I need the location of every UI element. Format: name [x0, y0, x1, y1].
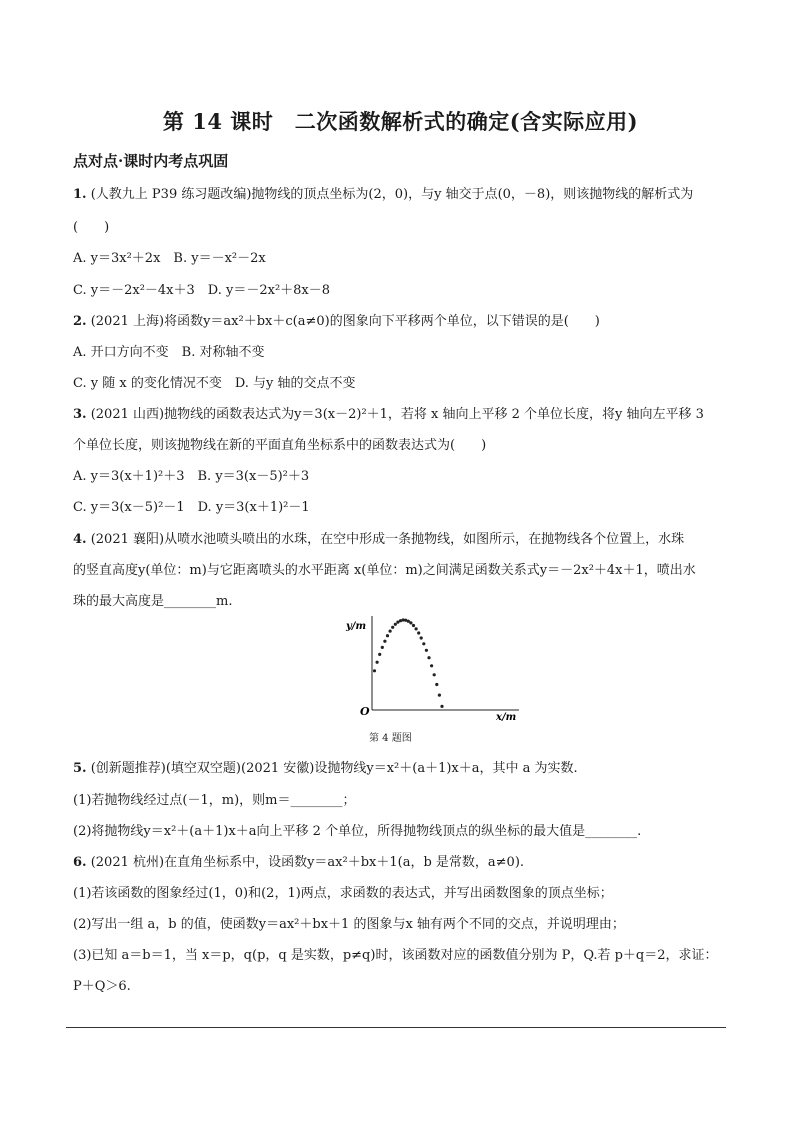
curve-point: [435, 683, 438, 686]
section-heading: 点对点·课时内考点巩固: [73, 152, 229, 170]
question-text: 个单位长度，则该抛物线在新的平面直角坐标系中的函数表达式为( ): [73, 438, 487, 453]
question-text: (人教九上 P39 练习题改编)抛物线的顶点坐标为(2，0)，与y 轴交于点(0，－8)，则该抛物线的解析式为: [90, 187, 694, 202]
question-text: 的竖直高度y(单位：m)与它距离喷头的水平距离 x(单位：m)之间满足函数关系式y＝－2x²＋4x＋1，喷出水: [73, 563, 696, 578]
option-line: A. y＝3x²＋2x B. y＝－x²－2x: [73, 251, 266, 266]
question-part: P＋Q＞6.: [73, 979, 131, 994]
question-text: (2021 山西)抛物线的函数表达式为y＝3(x－2)²＋1，若将 x 轴向上平移 2 个单位长度，将y 轴向左平移 3: [90, 407, 704, 422]
parabola-figure: [339, 612, 539, 724]
curve-point: [422, 642, 425, 645]
curve-point: [381, 646, 384, 649]
curve-point: [373, 669, 376, 672]
question-number: 3.: [73, 407, 87, 422]
question-number: 1.: [73, 187, 87, 202]
question-part: (3)已知 a＝b＝1，当 x＝p，q(p，q 是实数，p≠q)时，该函数对应的函数值分别为 P，Q.若 p＋q＝2，求证：: [73, 948, 718, 963]
curve-point: [417, 631, 420, 634]
question-2: [73, 313, 600, 331]
question-text: (2021 上海)将函数y＝ax²＋bx＋c(a≠0)的图象向下平移两个单位，以下错误的是( ): [90, 314, 600, 329]
question-part: (1)若该函数的图象经过(1，0)和(2，1)两点，求函数的表达式，并写出函数图象的顶点坐标；: [73, 886, 613, 901]
y-axis-label: y/m: [346, 621, 367, 632]
curve-point: [389, 630, 392, 633]
page-title: 第 14 课时 二次函数解析式的确定(含实际应用): [162, 109, 639, 134]
option-line: A. y＝3(x＋1)²＋3 B. y＝3(x－5)²＋3: [73, 469, 310, 484]
origin-label: O: [360, 705, 370, 718]
curve-point: [378, 653, 381, 656]
option-line: A. 开口方向不变 B. 对称轴不变: [73, 345, 265, 360]
curve-point: [425, 649, 428, 652]
question-3: [73, 406, 704, 424]
curve-point: [440, 705, 443, 708]
curve-point: [394, 623, 397, 626]
curve-point: [409, 621, 412, 624]
question-number: 5.: [73, 761, 87, 776]
curve-point: [427, 656, 430, 659]
question-part: (1)若抛物线经过点(－1，m)，则m＝________；: [73, 793, 356, 808]
curve-point: [433, 673, 436, 676]
option-line: C. y＝－2x²－4x＋3 D. y＝－2x²＋8x－8: [73, 283, 331, 298]
curve-point: [412, 624, 415, 627]
question-number: 2.: [73, 314, 87, 329]
footer-rule: [66, 1027, 726, 1028]
question-5: [73, 760, 578, 778]
question-part: (2)将抛物线y＝x²＋(a＋1)x＋a向上平移 2 个单位，所得抛物线顶点的纵坐标的最大值是________.: [73, 824, 642, 839]
question-text: 珠的最大高度是________m.: [73, 594, 233, 609]
question-part: (2)写出一组 a，b 的值，使函数y＝ax²＋bx＋1 的图象与x 轴有两个不同的交点，并说明理由；: [73, 917, 625, 932]
question-1: [73, 186, 693, 204]
option-line: C. y 随 x 的变化情况不变 D. 与y 轴的交点不变: [73, 376, 356, 391]
option-line: C. y＝3(x－5)²－1 D. y＝3(x＋1)²－1: [73, 500, 310, 515]
question-6: [73, 854, 524, 872]
question-text: (创新题推荐)(填空双空题)(2021 安徽)设抛物线y＝x²＋(a＋1)x＋a，其中 a 为实数.: [90, 761, 578, 776]
curve-point: [420, 636, 423, 639]
question-number: 4.: [73, 532, 87, 547]
x-axis-label: x/m: [496, 712, 517, 723]
curve-point: [438, 694, 441, 697]
curve-point: [386, 634, 389, 637]
question-4: [73, 531, 684, 549]
curve-point: [383, 640, 386, 643]
curve-point: [415, 627, 418, 630]
parabola-curve: [373, 618, 444, 708]
curve-point: [376, 661, 379, 664]
question-text: (2021 杭州)在直角坐标系中，设函数y＝ax²＋bx＋1(a，b 是常数，a≠0).: [90, 855, 525, 870]
question-text: (2021 襄阳)从喷水池喷头喷出的水珠，在空中形成一条抛物线，如图所示，在抛物线各个位置上，水珠: [90, 532, 685, 547]
curve-point: [391, 626, 394, 629]
curve-point: [430, 664, 433, 667]
answer-paren: ( ): [73, 220, 110, 235]
figure-caption: 第 4 题图: [369, 733, 412, 744]
question-number: 6.: [73, 855, 87, 870]
